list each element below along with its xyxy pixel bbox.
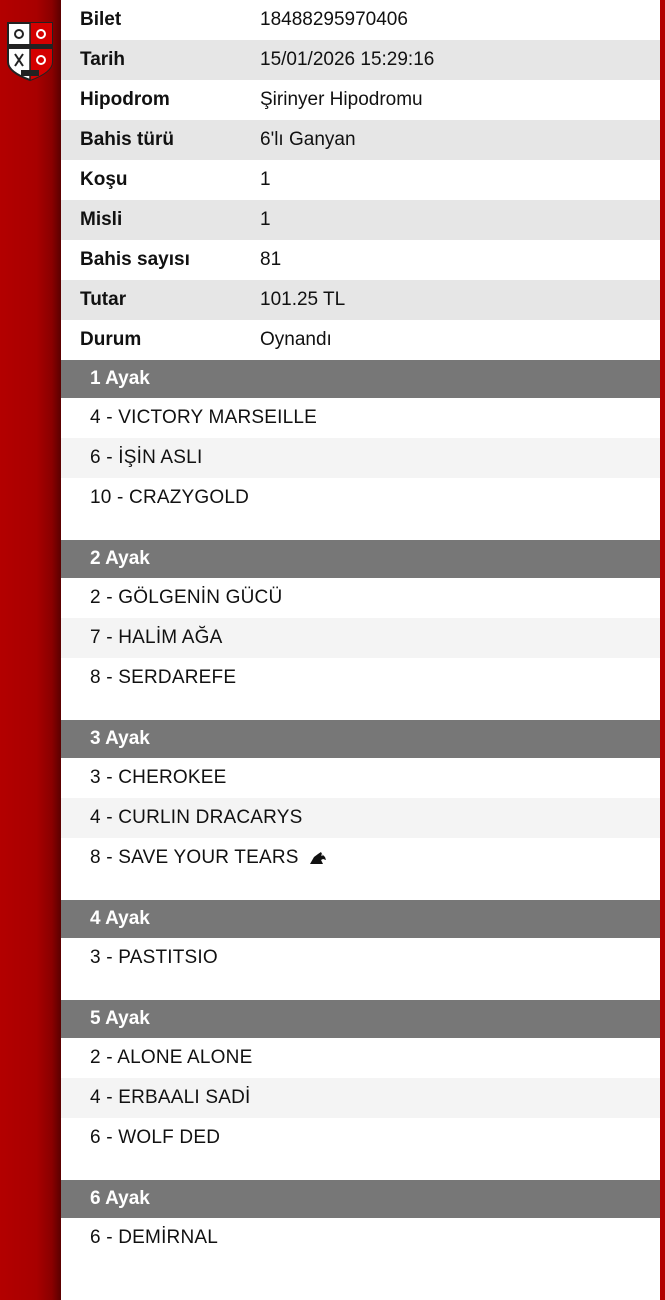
horse-row xyxy=(61,1038,660,1078)
horse-name: 4 - ERBAALI SADİ xyxy=(90,1087,251,1108)
horse-row xyxy=(61,618,660,658)
leg-header: 5 Ayak xyxy=(61,1000,660,1038)
horse-row xyxy=(61,938,660,978)
horse-row xyxy=(61,1118,660,1158)
info-value: 6'lı Ganyan xyxy=(260,129,356,150)
horse-row xyxy=(61,838,660,878)
horse-name: 7 - HALİM AĞA xyxy=(90,627,223,648)
leg-header: 2 Ayak xyxy=(61,540,660,578)
horse-name: 8 - SERDAREFE xyxy=(90,667,237,688)
horse-row xyxy=(61,478,660,518)
horse-name: 2 - ALONE ALONE xyxy=(90,1047,253,1068)
info-value: 15/01/2026 15:29:16 xyxy=(260,49,435,70)
leg-header: 4 Ayak xyxy=(61,900,660,938)
info-label: Bahis türü xyxy=(80,129,174,150)
right-border xyxy=(660,0,665,1300)
info-value: 1 xyxy=(260,209,271,230)
info-label: Tarih xyxy=(80,49,126,70)
horse-name: 2 - GÖLGENİN GÜCÜ xyxy=(90,587,283,608)
ticket-detail xyxy=(61,0,660,1300)
info-value: Oynandı xyxy=(260,329,332,350)
info-value: 81 xyxy=(260,249,282,270)
horse-name: 8 - SAVE YOUR TEARS xyxy=(90,847,299,868)
horse-row xyxy=(61,438,660,478)
club-crest-icon xyxy=(5,20,55,82)
ticket-legs xyxy=(61,360,660,1280)
horse-row xyxy=(61,578,660,618)
ticket-info-row xyxy=(61,160,660,200)
horse-row xyxy=(61,1078,660,1118)
info-label: Bilet xyxy=(80,9,122,30)
ticket-info-row xyxy=(61,280,660,320)
ticket-info-row xyxy=(61,80,660,120)
horse-name: 10 - CRAZYGOLD xyxy=(90,487,250,508)
leg-horse-list xyxy=(61,578,660,720)
horse-name: 3 - CHEROKEE xyxy=(90,767,227,788)
leg-horse-list xyxy=(61,398,660,540)
leg-horse-list xyxy=(61,1218,660,1280)
horse-head-icon xyxy=(309,851,327,865)
info-value: 101.25 TL xyxy=(260,289,346,310)
leg-horse-list xyxy=(61,1038,660,1180)
ticket-info-row xyxy=(61,240,660,280)
leg-horse-list xyxy=(61,938,660,1000)
info-value: 18488295970406 xyxy=(260,9,408,30)
horse-name: 6 - DEMİRNAL xyxy=(90,1227,219,1248)
horse-row xyxy=(61,1218,660,1258)
ticket-info-row xyxy=(61,0,660,40)
sidebar xyxy=(0,0,61,1300)
info-label: Tutar xyxy=(80,289,127,310)
horse-name: 6 - WOLF DED xyxy=(90,1127,221,1148)
horse-name: 4 - CURLIN DRACARYS xyxy=(90,807,303,828)
ticket-info-row xyxy=(61,40,660,80)
info-label: Durum xyxy=(80,329,142,350)
horse-row xyxy=(61,658,660,698)
leg-header: 6 Ayak xyxy=(61,1180,660,1218)
leg-horse-list xyxy=(61,758,660,900)
horse-row xyxy=(61,798,660,838)
horse-name: 4 - VICTORY MARSEILLE xyxy=(90,407,318,428)
ticket-info-row xyxy=(61,200,660,240)
horse-name: 6 - İŞİN ASLI xyxy=(90,447,203,468)
horse-row xyxy=(61,758,660,798)
ticket-info-row xyxy=(61,320,660,360)
horse-row xyxy=(61,398,660,438)
info-label: Koşu xyxy=(80,169,128,190)
info-value: Şirinyer Hipodromu xyxy=(260,89,423,110)
leg-header: 3 Ayak xyxy=(61,720,660,758)
ticket-info-table xyxy=(61,0,660,360)
horse-name: 3 - PASTITSIO xyxy=(90,947,218,968)
info-label: Misli xyxy=(80,209,123,230)
leg-header: 1 Ayak xyxy=(61,360,660,398)
info-label: Hipodrom xyxy=(80,89,170,110)
info-label: Bahis sayısı xyxy=(80,249,190,270)
info-value: 1 xyxy=(260,169,271,190)
ticket-info-row xyxy=(61,120,660,160)
